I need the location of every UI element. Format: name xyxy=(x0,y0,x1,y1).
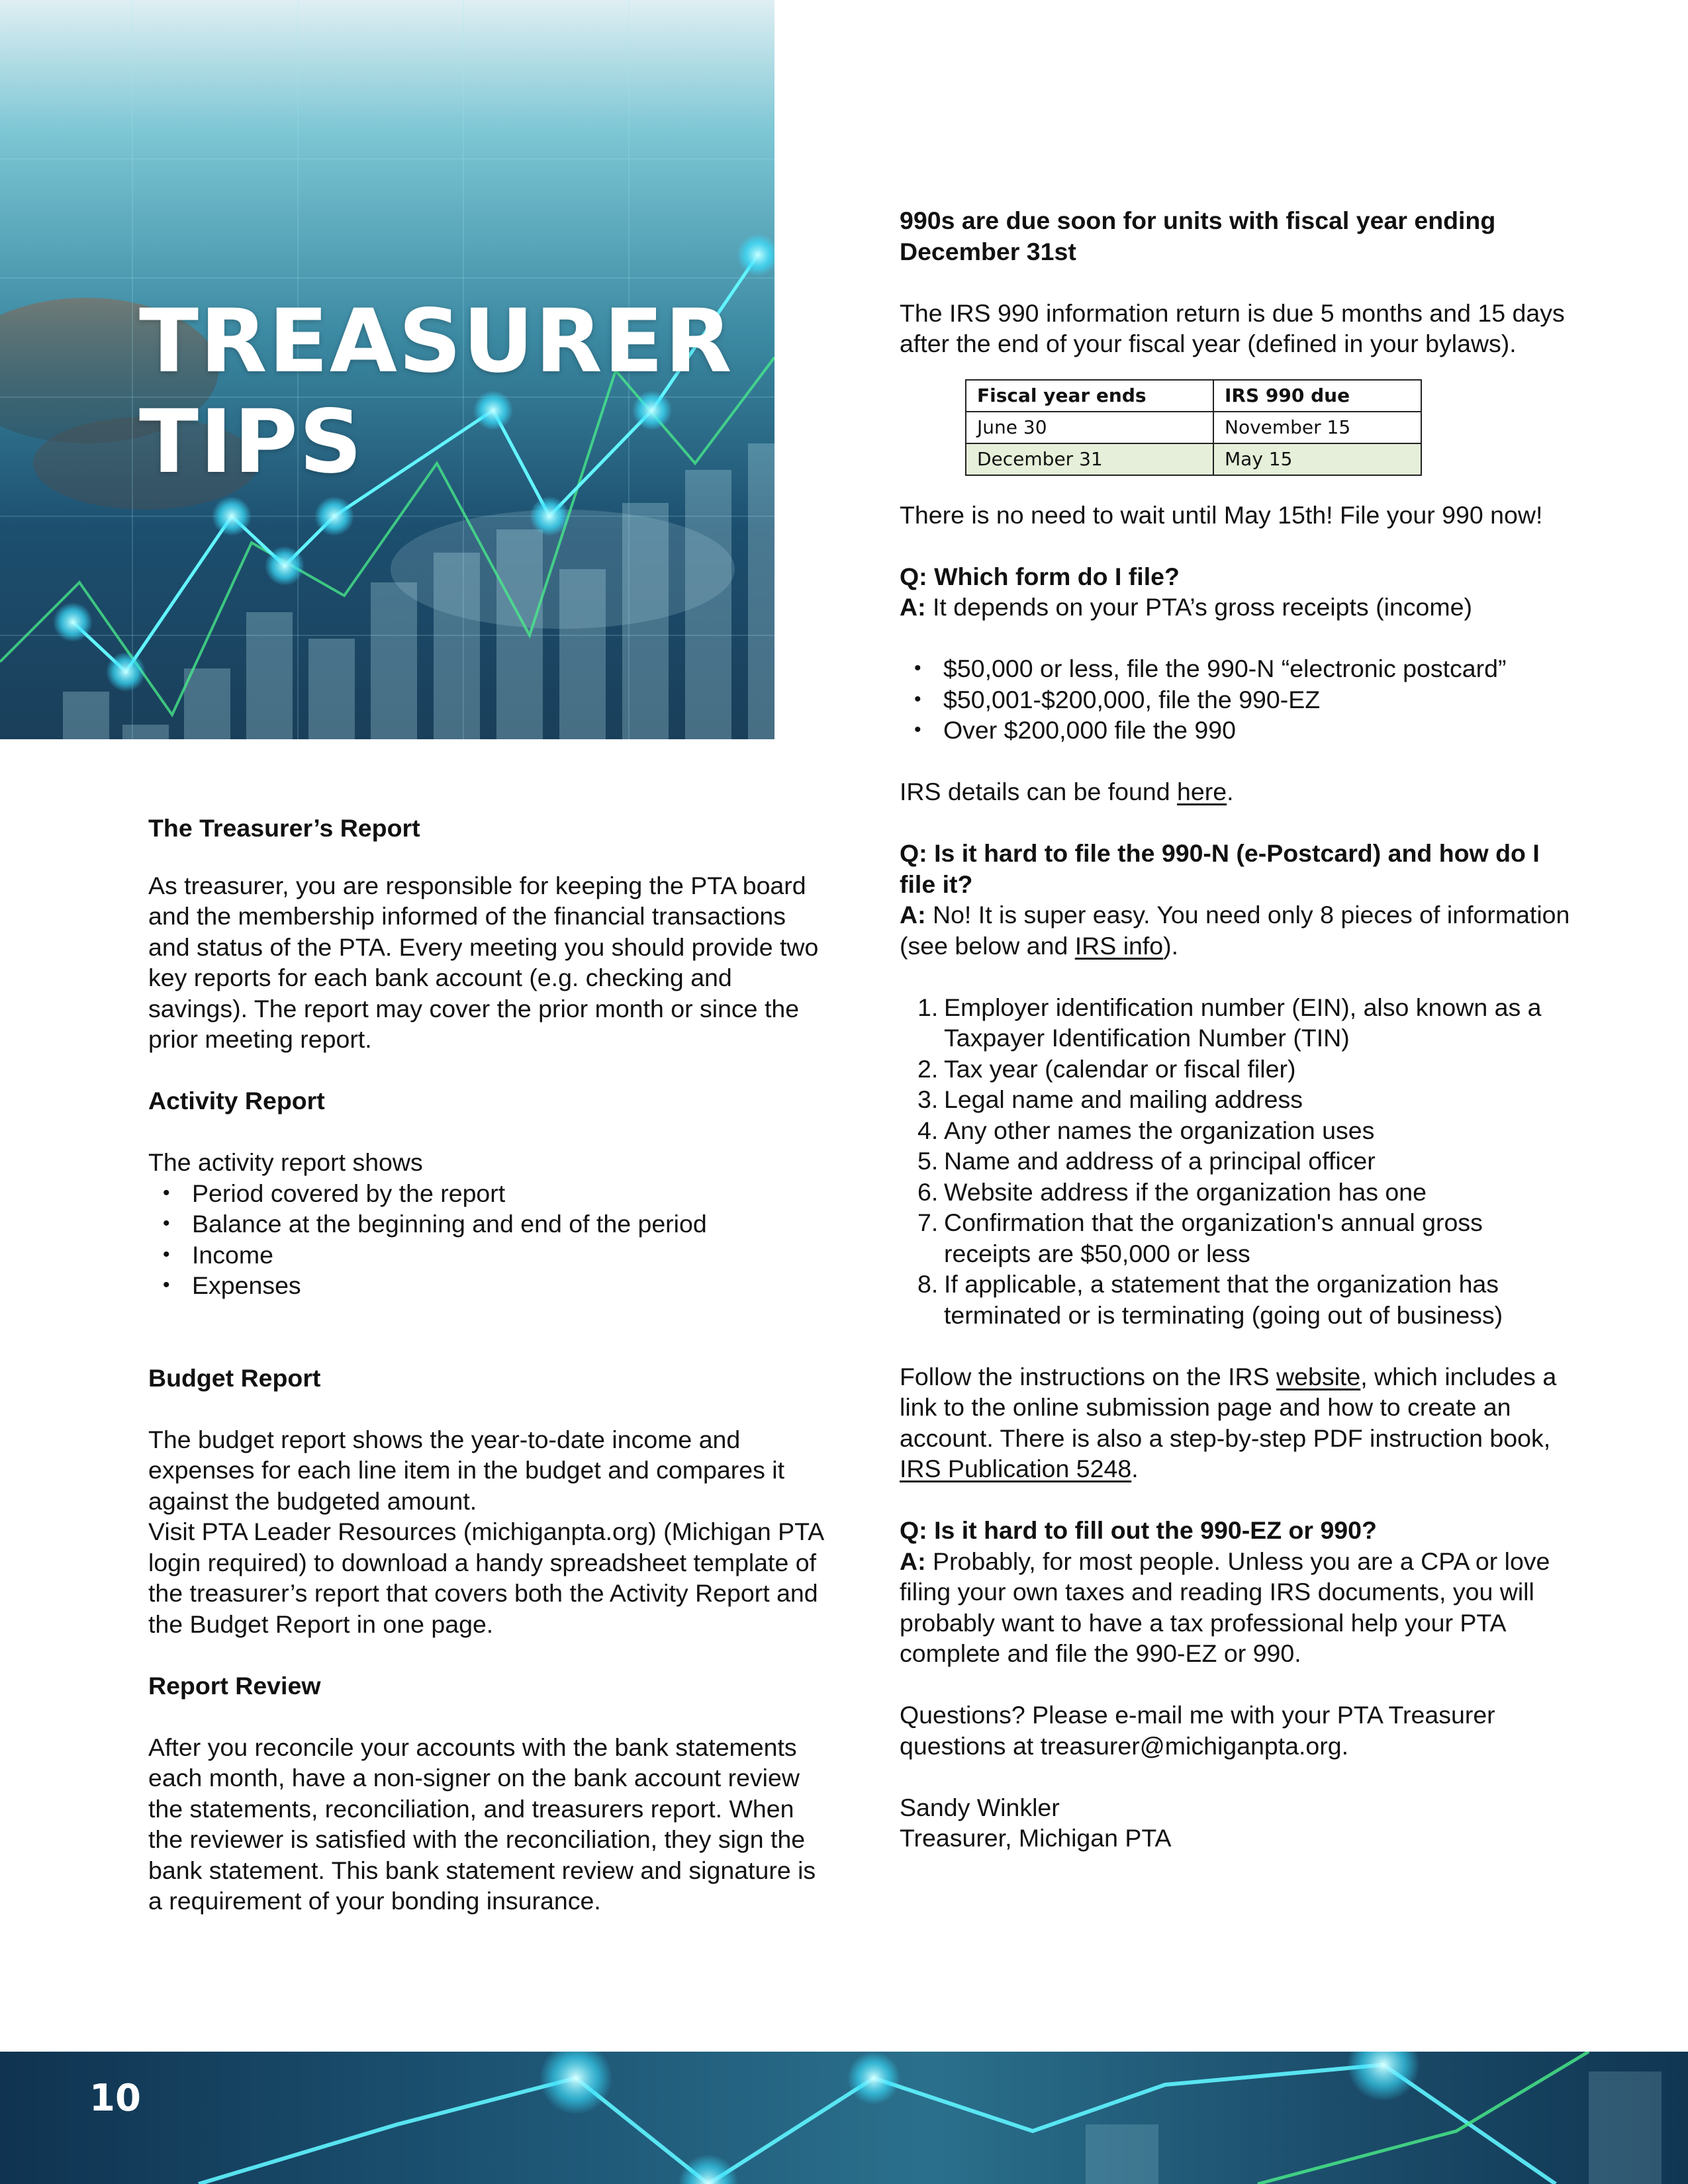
table-cell: June 30 xyxy=(966,412,1213,443)
title-line-1: TREASURER xyxy=(139,291,733,392)
list-item: • Income xyxy=(148,1240,823,1271)
signature-title: Treasurer, Michigan PTA xyxy=(900,1824,1172,1852)
list-item: 3. Legal name and mailing address xyxy=(917,1085,1303,1113)
list-item: • Period covered by the report xyxy=(148,1178,823,1209)
report-review-heading: Report Review xyxy=(148,1671,321,1700)
left-column xyxy=(148,813,823,1917)
right-column xyxy=(900,205,1575,1854)
hero-image xyxy=(0,0,774,739)
footer-chart-graphic xyxy=(0,2052,1688,2184)
activity-report-heading: Activity Report xyxy=(148,1087,325,1115)
page-number: 10 xyxy=(89,2077,141,2120)
question-2: Q: Is it hard to file the 990-N (e-Postcard) and how do I file it? xyxy=(900,839,1540,898)
table-header: IRS 990 due xyxy=(1213,380,1421,412)
table-header-row xyxy=(966,380,1421,412)
list-item: 4. Any other names the organization uses xyxy=(917,1116,1375,1144)
list-item: • Over $200,000 file the 990 xyxy=(900,715,1575,746)
answer-2: A: No! It is super easy. You need only 8 pieces of information (see below and IRS info). xyxy=(900,901,1570,960)
list-item: 1. Employer identification number (EIN), also known as a Taxpayer Identification Number (TIN) xyxy=(917,993,1542,1052)
irs-details-text: IRS details can be found here. xyxy=(900,778,1234,805)
budget-report-resources: Visit PTA Leader Resources (michiganpta.org) (Michigan PTA login required) to download a handy spreadsheet template of the treasurer’s report that covers both the Activity Report and the Budget Report in one page. xyxy=(148,1518,823,1638)
answer-text: It depends on your PTA’s gross receipts (income) xyxy=(925,593,1472,621)
question-1: Q: Which form do I file? xyxy=(900,562,1180,590)
budget-report-body: The budget report shows the year-to-date income and expenses for each line item in the budget and compares it against the budgeted amount. xyxy=(148,1425,784,1515)
form-list xyxy=(900,653,1575,746)
list-item: • $50,001-$200,000, file the 990-EZ xyxy=(900,684,1575,715)
title-line-2: TIPS xyxy=(139,391,363,493)
questions-contact: Questions? Please e-mail me with your PTA Treasurer questions at treasurer@michiganpta.org. xyxy=(900,1701,1495,1760)
answer-1 xyxy=(900,592,1575,623)
info-list xyxy=(900,992,1575,1331)
list-item: 7. Confirmation that the organization's annual gross receipts are $50,000 or less xyxy=(917,1208,1483,1267)
treasurers-report-body: As treasurer, you are responsible for keeping the PTA board and the membership informed of the financial transactions and status of the PTA. Every meeting you should provide two key reports for each bank account (e.g. checking and savings). The report may cover the prior month or since the prior meeting report. xyxy=(148,871,819,1053)
no-wait-text: There is no need to wait until May 15th! File your 990 now! xyxy=(900,500,1543,529)
due-date-table xyxy=(965,379,1422,476)
activity-report-intro: The activity report shows xyxy=(148,1148,423,1176)
list-item: • Balance at the beginning and end of the period xyxy=(148,1208,823,1240)
list-item: • $50,000 or less, file the 990-N “electronic postcard” xyxy=(900,653,1575,684)
answer-label: A: xyxy=(900,593,926,621)
due-heading: 990s are due soon for units with fiscal year ending December 31st xyxy=(900,206,1496,265)
irs-website-link[interactable]: website xyxy=(1276,1362,1361,1390)
answer-label: A: xyxy=(900,1547,926,1575)
table-row xyxy=(966,412,1421,443)
report-review-body: After you reconcile your accounts with the bank statements each month, have a non-signer on the bank account review the statements, reconciliation, and treasurers report. When the reviewer is satisfied with the reconciliation, they sign the bank statement. This bank statement review and signature is a requirement of your bonding insurance. xyxy=(148,1733,816,1915)
irs-details-link[interactable]: here xyxy=(1177,778,1227,805)
table-cell: November 15 xyxy=(1213,412,1421,443)
list-item: 2. Tax year (calendar or fiscal filer) xyxy=(917,1054,1296,1083)
budget-report-heading: Budget Report xyxy=(148,1363,321,1392)
answer-3: A: Probably, for most people. Unless you are a CPA or love filing your own taxes and reading IRS documents, you will probably want to have a tax professional help your PTA complete and file the 990-EZ or 990. xyxy=(900,1547,1550,1667)
table-cell: May 15 xyxy=(1213,443,1421,475)
due-body: The IRS 990 information return is due 5 months and 15 days after the end of your fiscal year (defined in your bylaws). xyxy=(900,298,1565,357)
answer-label: A: xyxy=(900,901,926,929)
footer-banner xyxy=(0,2052,1688,2184)
signature-name: Sandy Winkler xyxy=(900,1793,1060,1821)
table-cell: December 31 xyxy=(966,443,1213,475)
treasurers-report-heading: The Treasurer’s Report xyxy=(148,814,420,842)
table-row xyxy=(966,443,1421,475)
irs-publication-link[interactable]: IRS Publication 5248 xyxy=(900,1455,1132,1482)
irs-info-link[interactable]: IRS info xyxy=(1074,931,1164,960)
list-item: 6. Website address if the organization has one xyxy=(917,1177,1427,1206)
table-header: Fiscal year ends xyxy=(966,380,1213,412)
question-3: Q: Is it hard to fill out the 990-EZ or 990? xyxy=(900,1516,1377,1544)
list-item: 8. If applicable, a statement that the organization has terminated or is terminating (going out of business) xyxy=(917,1270,1503,1329)
list-item: 5. Name and address of a principal officer xyxy=(917,1147,1376,1175)
page-title xyxy=(139,291,733,492)
activity-report-list xyxy=(148,1178,823,1301)
follow-instructions: Follow the instructions on the IRS website, which includes a link to the online submission page and how to create an account. There is also a step-by-step PDF instruction book, IRS Publication 5248. xyxy=(900,1362,1557,1482)
list-item: • Expenses xyxy=(148,1270,823,1301)
